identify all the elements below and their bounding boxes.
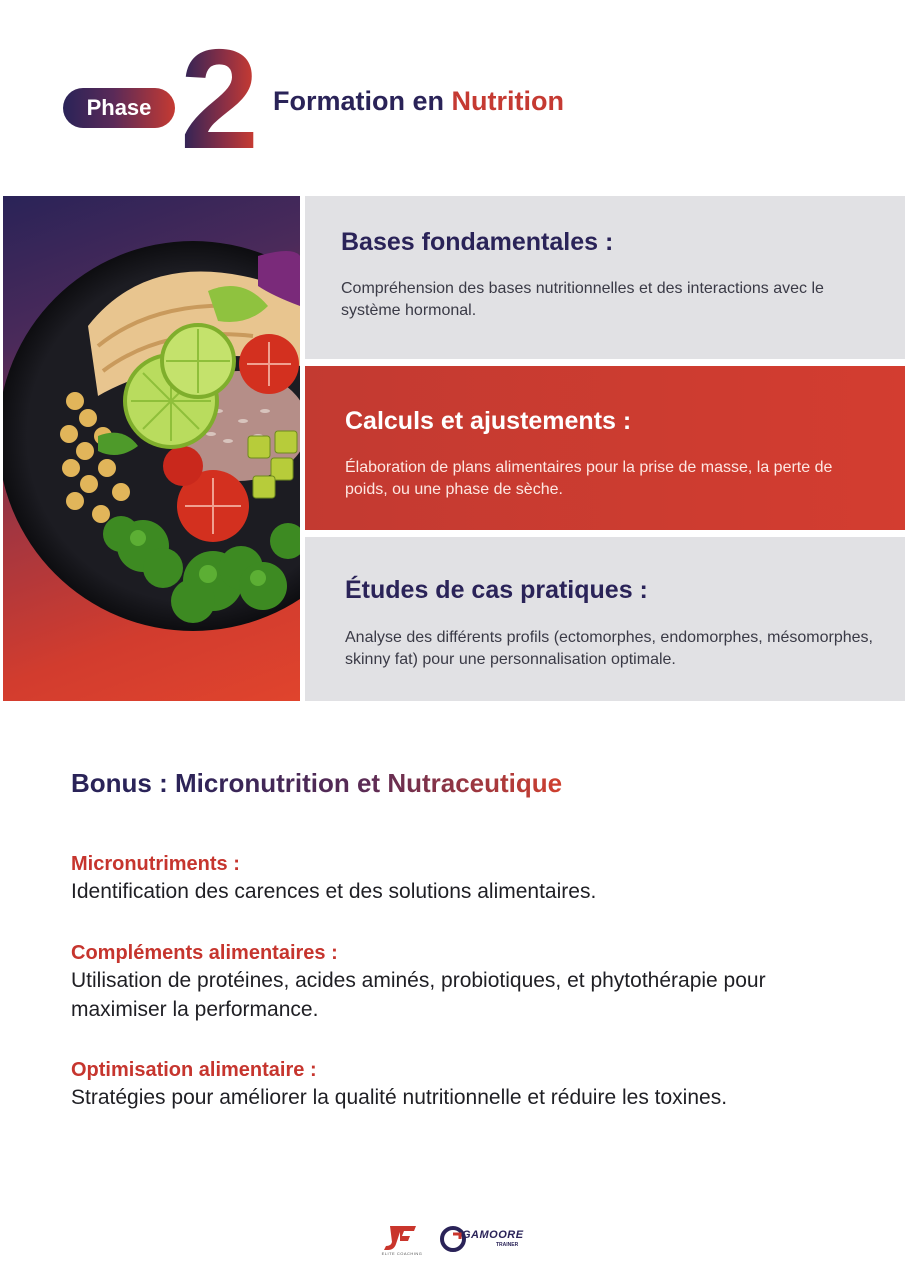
- bonus-item-label: Compléments alimentaires :: [71, 942, 338, 964]
- bonus-item-complements: [71, 940, 861, 1024]
- bonus-prefix: Bonus :: [71, 768, 175, 798]
- card-text: Compréhension des bases nutritionnelles et des interactions avec le système hormonal.: [341, 280, 824, 319]
- page-title-part1: Formation en: [273, 86, 445, 116]
- phase-label: Phase: [86, 95, 152, 120]
- elite-coaching-logo-text: ELITE COACHING: [381, 1251, 423, 1256]
- bonus-heading: Micronutrition et Nutraceutique: [175, 768, 563, 798]
- bonus-item-micronutriments: [71, 851, 861, 906]
- elite-coaching-logo: [380, 1222, 424, 1258]
- bonus-item-text: Identification des carences et des solutions alimentaires.: [71, 880, 597, 903]
- page-title: [273, 86, 564, 117]
- card-title: Bases fondamentales :: [341, 228, 614, 256]
- card-title: Calculs et ajustements :: [345, 407, 632, 435]
- gamoore-trainer-logo: [440, 1226, 532, 1252]
- phase-number: 2: [180, 20, 259, 179]
- bonus-item-text: Stratégies pour améliorer la qualité nutritionnelle et réduire les toxines.: [71, 1086, 728, 1109]
- card-calculs-ajustements: [305, 366, 905, 530]
- bonus-title: [71, 768, 562, 799]
- food-bowl-illustration: [3, 196, 300, 701]
- bonus-item-label: Micronutriments :: [71, 853, 240, 875]
- card-text: Analyse des différents profils (ectomorphes, endomorphes, mésomorphes, skinny fat) pour une personnalisation optimale.: [345, 629, 873, 668]
- bonus-item-label: Optimisation alimentaire :: [71, 1059, 317, 1081]
- page-title-part2: Nutrition: [451, 86, 565, 116]
- food-image: [3, 196, 300, 701]
- card-bases-fondamentales: [305, 196, 905, 359]
- bonus-item-text: Utilisation de protéines, acides aminés, probiotiques, et phytothérapie pour maximiser la performance.: [71, 969, 766, 1021]
- card-title: Études de cas pratiques :: [345, 576, 648, 604]
- bonus-item-optimisation: [71, 1057, 861, 1112]
- phase-badge: [63, 88, 175, 128]
- card-etudes-cas: [305, 537, 905, 701]
- gamoore-logo-subtext: TRAINER: [496, 1242, 519, 1248]
- card-text: Élaboration de plans alimentaires pour la prise de masse, la perte de poids, ou une phase de sèche.: [345, 459, 833, 498]
- gamoore-logo-text: GAMOORE: [462, 1229, 524, 1241]
